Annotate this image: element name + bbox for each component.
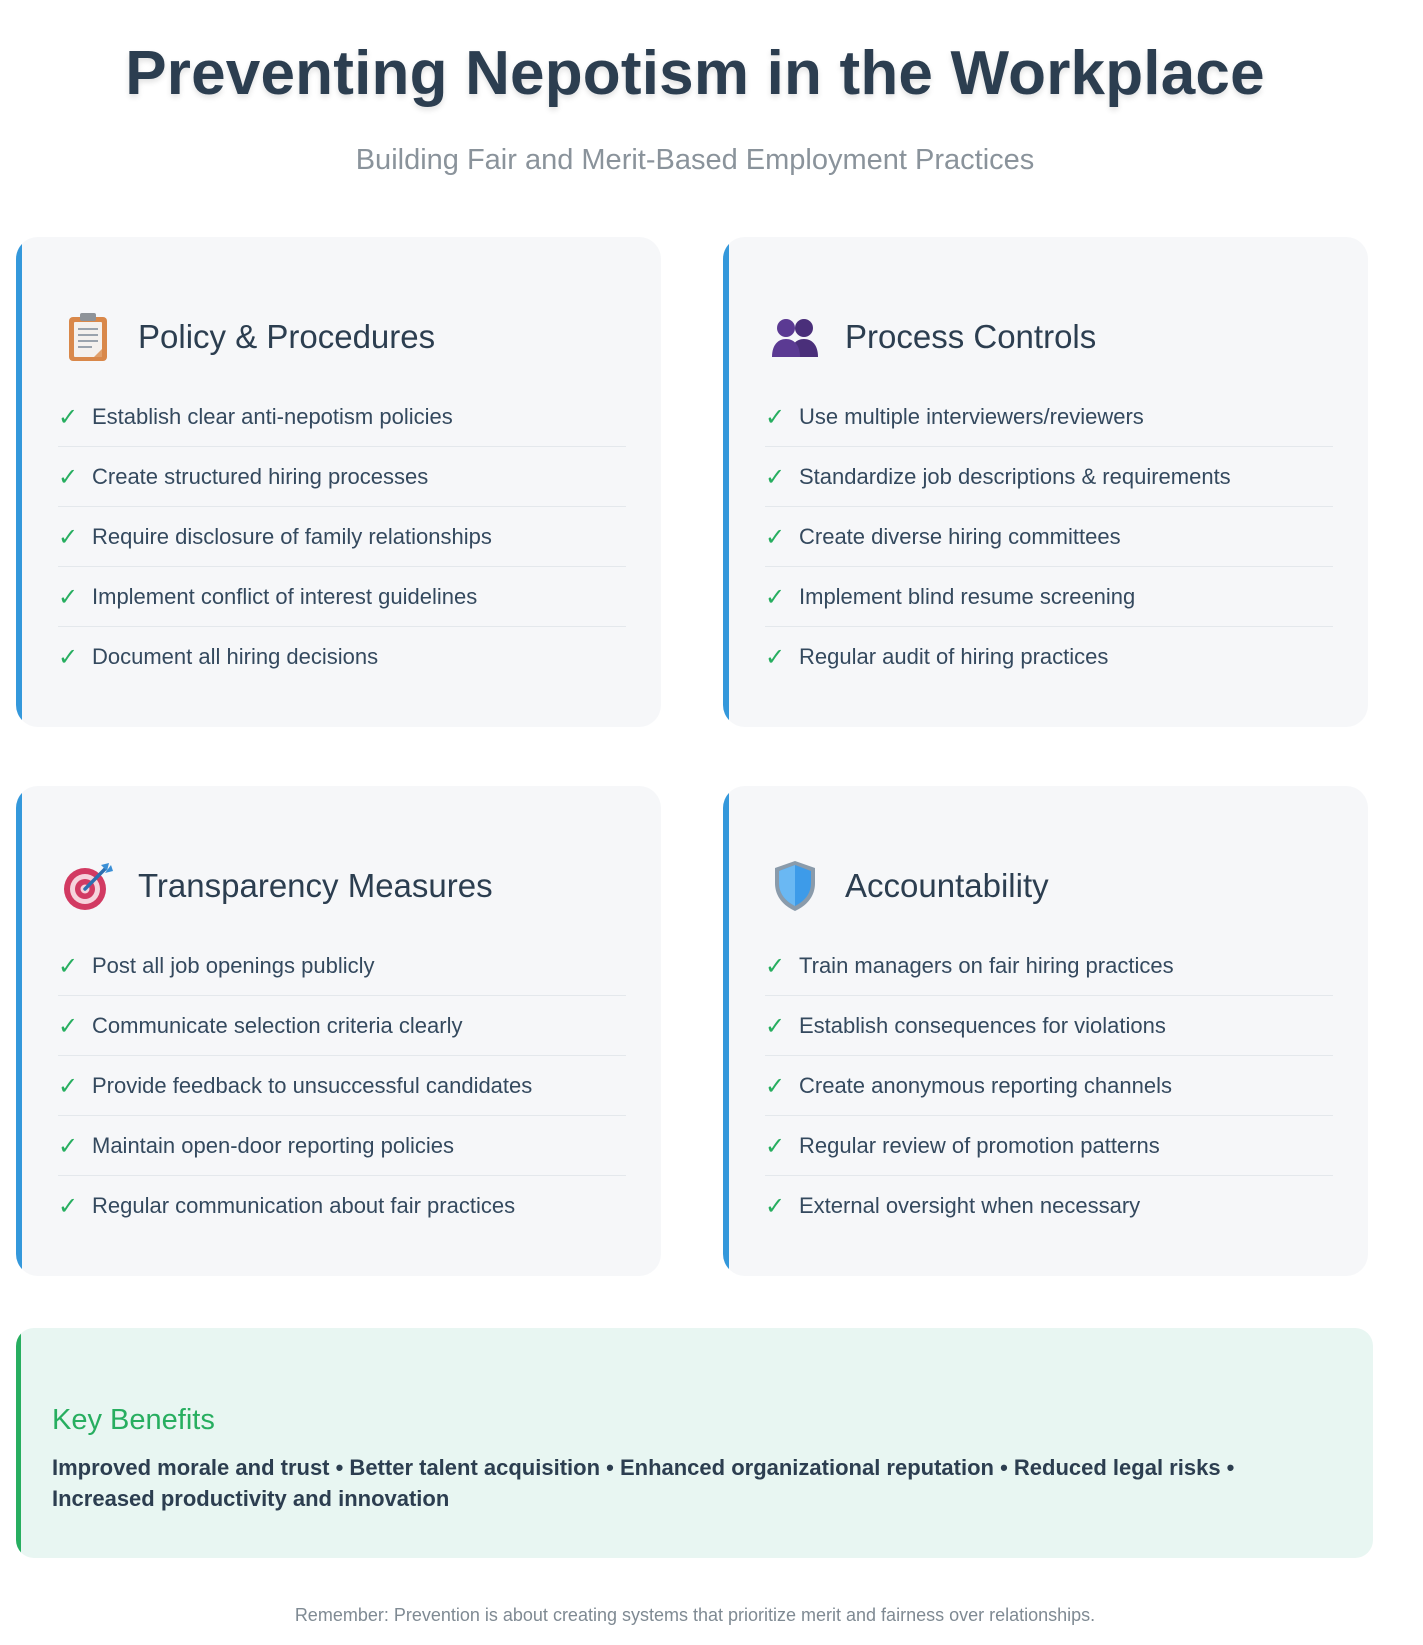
list-item xyxy=(765,996,1333,1056)
list-item-text: Implement conflict of interest guidelines xyxy=(92,583,478,609)
list-item xyxy=(58,447,626,507)
list-item xyxy=(765,507,1333,567)
check-icon: ✓ xyxy=(58,951,79,980)
check-icon: ✓ xyxy=(58,462,79,491)
card-title: Policy & Procedures xyxy=(138,318,436,355)
page-subtitle: Building Fair and Merit-Based Employment Practices xyxy=(355,144,1035,176)
list-item-text: Regular audit of hiring practices xyxy=(799,643,1109,669)
list-item xyxy=(765,627,1333,686)
page-title: Preventing Nepotism in the Workplace xyxy=(125,39,1265,108)
card-item-list xyxy=(765,387,1333,686)
check-icon: ✓ xyxy=(58,1011,79,1040)
check-icon: ✓ xyxy=(765,522,786,551)
card-transparency-measures xyxy=(16,786,661,1276)
list-item-text: Create structured hiring processes xyxy=(92,463,429,489)
card-title: Transparency Measures xyxy=(138,867,493,904)
list-item xyxy=(765,447,1333,507)
list-item-text: Regular communication about fair practices xyxy=(92,1192,516,1218)
check-icon: ✓ xyxy=(765,1131,786,1160)
list-item xyxy=(765,936,1333,996)
target-icon xyxy=(60,858,116,914)
check-icon: ✓ xyxy=(58,1191,79,1220)
list-item xyxy=(58,936,626,996)
check-icon: ✓ xyxy=(765,402,786,431)
list-item-text: Communicate selection criteria clearly xyxy=(92,1012,463,1038)
list-item xyxy=(58,627,626,686)
card-title: Process Controls xyxy=(845,318,1097,355)
check-icon: ✓ xyxy=(58,642,79,671)
list-item xyxy=(58,1056,626,1116)
list-item-text: Post all job openings publicly xyxy=(92,952,375,978)
list-item xyxy=(765,387,1333,447)
benefits-title: Key Benefits xyxy=(52,1404,215,1436)
list-item-text: Establish consequences for violations xyxy=(799,1012,1166,1038)
card-item-list xyxy=(58,387,626,686)
check-icon: ✓ xyxy=(58,1131,79,1160)
list-item xyxy=(765,567,1333,627)
card-accountability xyxy=(723,786,1368,1276)
check-icon: ✓ xyxy=(765,642,786,671)
card-policy-procedures xyxy=(16,237,661,727)
benefits-text: Improved morale and trust • Better talent acquisition • Enhanced organizational reputation • Reduced legal risks • Increased productivity and innovation xyxy=(52,1455,1235,1511)
list-item-text: Train managers on fair hiring practices xyxy=(799,952,1174,978)
list-item xyxy=(58,1176,626,1235)
footer-note: Remember: Prevention is about creating systems that prioritize merit and fairness over relationships. xyxy=(294,1605,1096,1625)
card-header xyxy=(60,307,435,367)
list-item-text: Provide feedback to unsuccessful candidates xyxy=(92,1072,533,1098)
list-item xyxy=(765,1116,1333,1176)
list-item-text: Standardize job descriptions & requirements xyxy=(799,463,1231,489)
list-item-text: Maintain open-door reporting policies xyxy=(92,1132,454,1158)
list-item-text: Require disclosure of family relationships xyxy=(92,523,492,549)
people-icon xyxy=(767,309,823,365)
card-process-controls xyxy=(723,237,1368,727)
list-item-text: Use multiple interviewers/reviewers xyxy=(799,403,1144,429)
list-item-text: Create anonymous reporting channels xyxy=(799,1072,1173,1098)
check-icon: ✓ xyxy=(765,1011,786,1040)
check-icon: ✓ xyxy=(765,582,786,611)
card-item-list xyxy=(765,936,1333,1235)
list-item xyxy=(765,1176,1333,1235)
check-icon: ✓ xyxy=(765,462,786,491)
key-benefits-panel xyxy=(16,1328,1373,1558)
check-icon: ✓ xyxy=(765,1071,786,1100)
list-item xyxy=(58,996,626,1056)
card-header xyxy=(767,307,1096,367)
card-title: Accountability xyxy=(845,867,1049,904)
check-icon: ✓ xyxy=(58,1071,79,1100)
list-item xyxy=(765,1056,1333,1116)
check-icon: ✓ xyxy=(765,1191,786,1220)
list-item-text: Regular review of promotion patterns xyxy=(799,1132,1160,1158)
check-icon: ✓ xyxy=(58,402,79,431)
card-header xyxy=(60,856,493,916)
shield-icon xyxy=(767,858,823,914)
list-item xyxy=(58,387,626,447)
list-item-text: External oversight when necessary xyxy=(799,1192,1141,1218)
check-icon: ✓ xyxy=(58,522,79,551)
list-item-text: Create diverse hiring committees xyxy=(799,523,1121,549)
list-item-text: Implement blind resume screening xyxy=(799,583,1136,609)
clipboard-icon xyxy=(60,309,116,365)
card-header xyxy=(767,856,1049,916)
check-icon: ✓ xyxy=(765,951,786,980)
card-item-list xyxy=(58,936,626,1235)
list-item xyxy=(58,507,626,567)
check-icon: ✓ xyxy=(58,582,79,611)
list-item-text: Document all hiring decisions xyxy=(92,643,379,669)
list-item xyxy=(58,567,626,627)
list-item-text: Establish clear anti-nepotism policies xyxy=(92,403,453,429)
list-item xyxy=(58,1116,626,1176)
